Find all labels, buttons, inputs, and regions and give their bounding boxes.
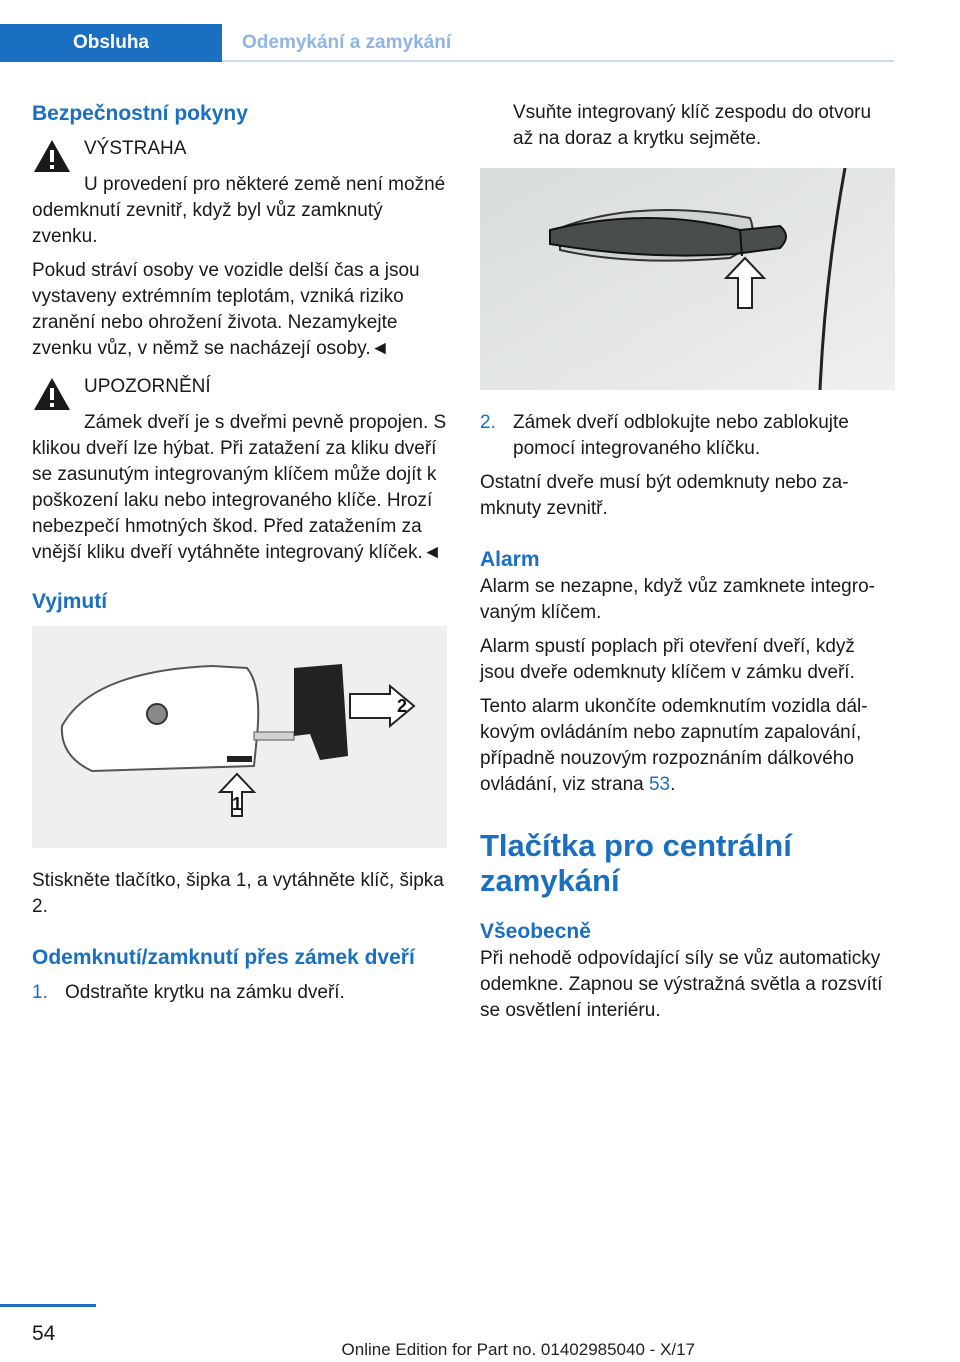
notice-label: UPOZORNĚNÍ — [84, 376, 211, 397]
key-figure — [32, 626, 447, 848]
warning-block — [32, 136, 447, 174]
list-item — [32, 980, 447, 1006]
warning-triangle-icon — [32, 138, 72, 174]
alarm-paragraph-2: Alarm spustí poplach při otevření dveří, když jsou dveře odemknuty klíčem v zámku dveří. — [480, 636, 855, 683]
warning-triangle-icon — [32, 376, 72, 412]
left-column — [32, 100, 447, 1014]
step-text: Zámek dveří odblokujte nebo zablokujte pomocí integrovaného klíčku. — [513, 412, 849, 459]
arrow-label-2: 2 — [397, 696, 408, 716]
alarm-paragraph-3 — [480, 694, 895, 798]
section-title-removal: Vyjmutí — [32, 590, 108, 613]
door-handle-illustration — [480, 168, 895, 390]
step-number: 2. — [480, 412, 496, 433]
page-link[interactable]: 53 — [648, 774, 671, 795]
warning-text: U provedení pro některé země není možné odemknutí zevnitř, když byl vůz zamknutý zvenku. — [32, 174, 446, 247]
section-title-safety: Bezpečnostní pokyny — [32, 102, 248, 125]
section-title-central-locking: Tlačítka pro centrální zamykání — [480, 828, 792, 898]
arrow-label-1: 1 — [231, 794, 243, 814]
header-rule — [222, 60, 894, 62]
warning-label: VÝSTRAHA — [84, 138, 187, 159]
subsection-title-general: Všeobecně — [480, 920, 591, 943]
section-title-door-lock: Odemknutí/zamknutí přes zámek dveří — [32, 946, 415, 969]
step-number: 1. — [32, 982, 48, 1003]
footer-rule — [0, 1304, 96, 1307]
footer-edition: Online Edition for Part no. 01402985040 - X/17 — [341, 1340, 695, 1359]
step-continued: Vsuňte integrovaný klíč zespodu do otvoru až na doraz a krytku sejměte. — [513, 102, 872, 149]
page-number: 54 — [32, 1322, 56, 1345]
section-title-alarm: Alarm — [480, 548, 540, 571]
figure-caption: Stiskněte tlačítko, šipka 1, a vytáhněte klíč, šipka 2. — [32, 870, 444, 917]
right-column — [480, 100, 895, 1032]
paragraph: Ostatní dveře musí být odemknuty nebo zamknuty zevnitř. — [480, 472, 849, 519]
door-lock-figure — [480, 168, 895, 390]
step-text: Odstraňte krytku na zámku dveří. — [65, 982, 345, 1003]
alarm-paragraph-1: Alarm se nezapne, když vůz zamknete integrovaným klíčem. — [480, 576, 875, 623]
key-illustration — [32, 626, 447, 848]
tab-odemykani[interactable]: Odemykání a zamykání — [242, 32, 452, 53]
general-paragraph: Při nehodě odpovídající síly se vůz automaticky odemkne. Zapnou se výstražná světla a rozsvítí se osvětlení interiéru. — [480, 948, 883, 1021]
warning-text-2: Pokud stráví osoby ve vozidle delší čas a jsou vystaveny extrémním teplotám, vzniká riziko zranění nebo ohrožení života. Nezamykejte zvenku vůz, v němž se nacházejí osoby.◄ — [32, 260, 420, 359]
alarm-paragraph-3-text: Tento alarm ukončíte odemknutím vozidla dálkovým ovládáním nebo zapnutím zapalování, případně nouzovým rozpoznáním dálkového ovládání, viz strana — [480, 696, 868, 795]
period: . — [670, 774, 676, 795]
notice-block — [32, 374, 447, 412]
notice-text: Zámek dveří je s dveřmi pevně propojen. S klikou dveří lze hýbat. Při zatažení za kliku dveří se zasunutým integrovaným klíčem může dojít k poškození laku nebo integrovaného klíče. Hrozí nebezpečí hmotných škod. Před zatažením za vnější kliku dveří vytáhněte integrovaný klíček.◄ — [32, 412, 447, 563]
list-item — [480, 410, 895, 462]
tab-obsluha[interactable]: Obsluha — [0, 24, 222, 62]
